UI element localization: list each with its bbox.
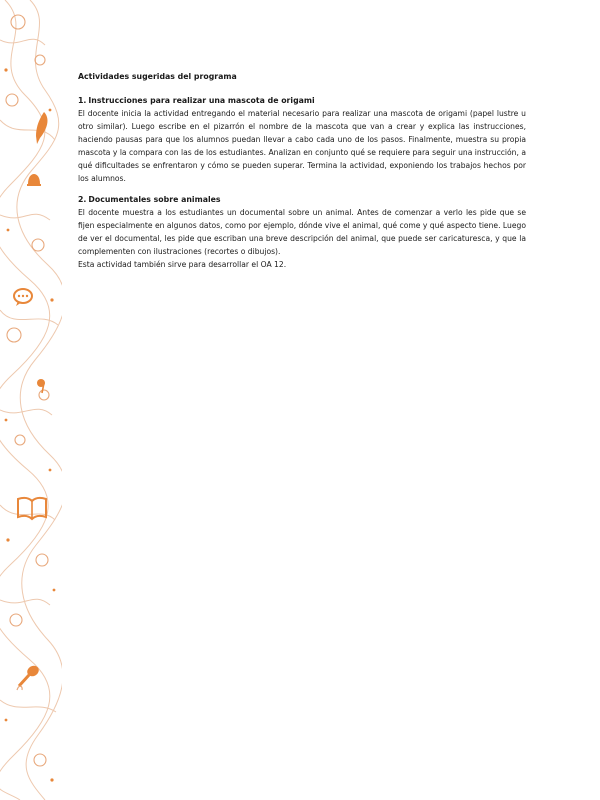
activity-section-1 — [78, 95, 526, 186]
section-paragraph: El docente muestra a los estudiantes un documental sobre un animal. Antes de comenzar a verlo les pide que se fijen especialmente en algunos datos, como por ejemplo, dónde vive el animal, qué come y qué aspecto tiene. Luego de ver el documental, les pide que escriban una breve descripción del animal, que puede ser caricaturesca, y que la complementen con ilustraciones (recortes o dibujos). — [78, 207, 526, 256]
section-title-text: Instrucciones para realizar una mascota de origami — [88, 96, 315, 105]
activity-section-2 — [78, 194, 526, 271]
pen-icon — [32, 112, 50, 146]
section-paragraph: El docente inicia la actividad entregando el material necesario para realizar una mascota de origami (papel lustre u otro similar). Luego escribe en el pizarrón el nombre de la mascota que van a crear y explica las instrucciones, haciendo pausas para que los alumnos puedan llevar a cabo cada uno de los pasos. Finalmente, muestra su propia mascota y la compara con las de los estudiantes. Analizan en conjunto qué se requiere para seguir una instrucción, a qué dificultades se enfrentaron y cómo se pueden superar. Termina la actividad, exponiendo los trabajos hechos por los alumnos. — [78, 109, 526, 184]
section-title-text: Documentales sobre animales — [88, 194, 221, 204]
microphone-icon — [14, 664, 42, 692]
decorative-border — [0, 0, 62, 800]
section-note: Esta actividad también sirve para desarrollar el OA 12. — [78, 259, 287, 269]
section-title — [78, 95, 526, 107]
section-title — [78, 194, 526, 206]
open-book-icon — [16, 495, 48, 521]
page-heading: Actividades sugeridas del programa — [78, 72, 237, 81]
bell-icon — [26, 172, 42, 186]
section-number: 2. — [78, 194, 87, 204]
section-number: 1. — [78, 96, 87, 105]
speech-bubble-icon — [12, 287, 34, 307]
document-body — [78, 71, 526, 279]
music-note-icon — [36, 378, 48, 394]
